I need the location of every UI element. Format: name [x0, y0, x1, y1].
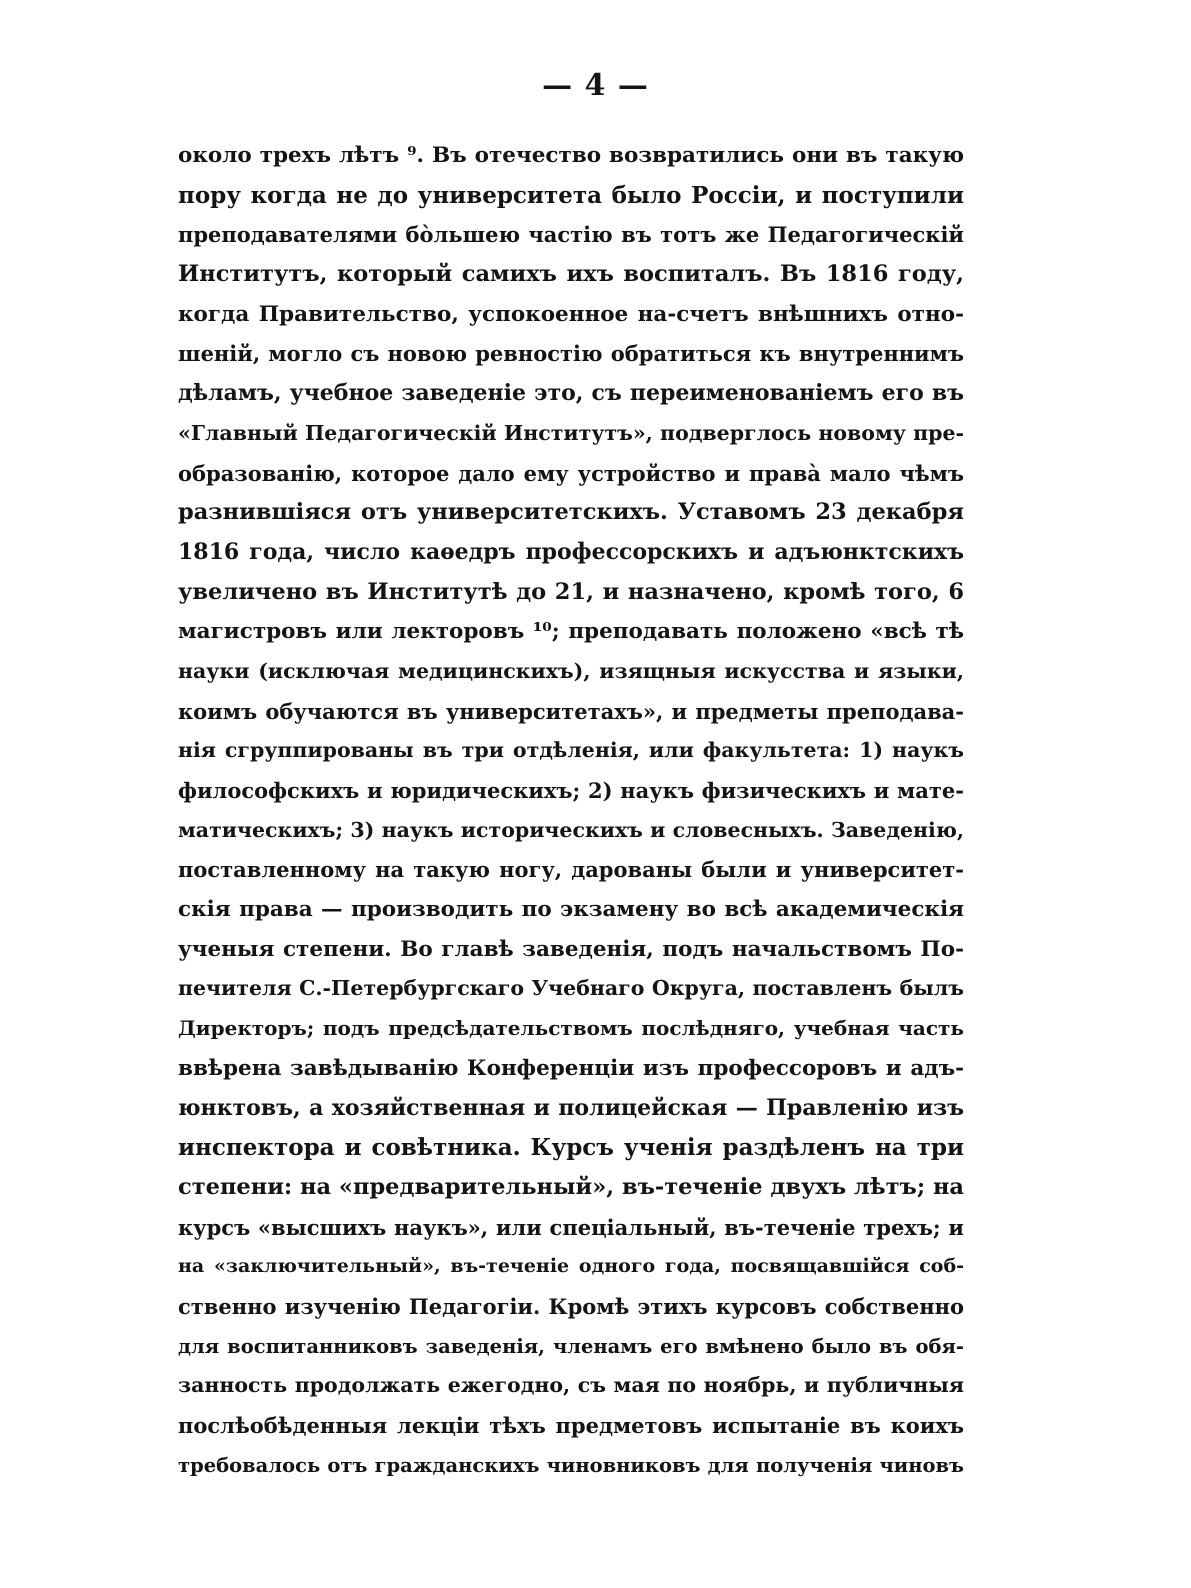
text-line: пору когда не до университета было Россіи, и поступили [178, 181, 964, 209]
text-line: поставленному на такую ногу, дарованы были и университет- [178, 857, 964, 883]
text-line: степени: на «предварительный», въ-теченіе двухъ лѣтъ; на [178, 1173, 965, 1200]
text-line: ввѣрена завѣдыванію Конференціи изъ профессоровъ и адъ- [178, 1055, 964, 1081]
text-line: около трехъ лѣтъ ⁹. Въ отечество возвратились они въ такую [178, 143, 964, 168]
text-line: шеній, могло съ новою ревностію обратиться къ внутреннимъ [178, 341, 964, 367]
text-line: нія сгруппированы въ три отдѣленія, или факультета: 1) наукъ [178, 738, 964, 763]
text-line: требовалось отъ гражданскихъ чиновниковъ для полученія чиновъ [178, 1453, 964, 1477]
text-line: для воспитанниковъ заведенія, членамъ его вмѣнено было въ обя- [178, 1334, 964, 1358]
text-line: Директоръ; подъ предсѣдательствомъ послѣдняго, учебная часть [178, 1016, 964, 1041]
text-line: коимъ обучаются въ университетахъ», и предметы преподава- [178, 698, 964, 724]
text-line: занность продолжать ежегодно, съ мая по ноябрь, и публичныя [178, 1373, 964, 1398]
text-line: магистровъ или лекторовъ ¹⁰; преподавать положено «всѣ тѣ [178, 619, 964, 645]
text-line: скія права — производить по экзамену во всѣ академическія [178, 897, 964, 923]
body-text [178, 136, 964, 1485]
text-line: науки (исключая медицинскихъ), изящныя искусства и языки, [178, 658, 964, 683]
text-line: матическихъ; 3) наукъ историческихъ и словесныхъ. Заведенію, [178, 817, 964, 842]
text-line: образованію, которое дало ему устройство и права̀ мало чѣмъ [178, 460, 964, 486]
page-number: — 4 — [542, 68, 649, 103]
text-line: увеличено въ Институтѣ до 21, и назначено, кромѣ того, 6 [178, 578, 964, 605]
text-line: ученыя степени. Во главѣ заведенія, подъ начальствомъ По- [178, 936, 964, 962]
text-line: печителя С.-Петербургскаго Учебнаго Округа, поставленъ былъ [178, 976, 964, 1001]
text-line: «Главный Педагогическій Институтъ», подверглось новому пре- [178, 420, 964, 445]
text-line: послѣобѣденныя лекціи тѣхъ предметовъ испытаніе въ коихъ [178, 1413, 964, 1438]
text-line: юнктовъ, а хозяйственная и полицейская — Правленію изъ [178, 1094, 964, 1121]
text-line: инспектора и совѣтника. Курсъ ученія раздѣленъ на три [178, 1134, 964, 1162]
text-line: на «заключительный», въ-теченіе одного года, посвящавшійся соб- [178, 1255, 964, 1278]
text-line: разнившіяся отъ университетскихъ. Уставомъ 23 декабря [178, 499, 964, 526]
text-line: 1816 года, число каѳедръ профессорскихъ и адъюнктскихъ [178, 538, 964, 565]
text-line: когда Правительство, успокоенное на-счетъ внѣшнихъ отно- [178, 301, 964, 327]
text-line: курсъ «высшихъ наукъ», или спеціальный, въ-теченіе трехъ; и [178, 1214, 964, 1240]
text-line: Институтъ, который самихъ ихъ воспиталъ. Въ 1816 году, [178, 261, 964, 288]
text-line: преподавателями бо̀льшею частію въ тотъ же Педагогическій [178, 222, 964, 248]
text-line: ственно изученію Педагогіи. Кромѣ этихъ курсовъ собственно [178, 1293, 964, 1319]
text-line: дѣламъ, учебное заведеніе это, съ переименованіемъ его въ [178, 380, 964, 407]
text-line: философскихъ и юридическихъ; 2) наукъ физическихъ и мате- [178, 778, 964, 803]
